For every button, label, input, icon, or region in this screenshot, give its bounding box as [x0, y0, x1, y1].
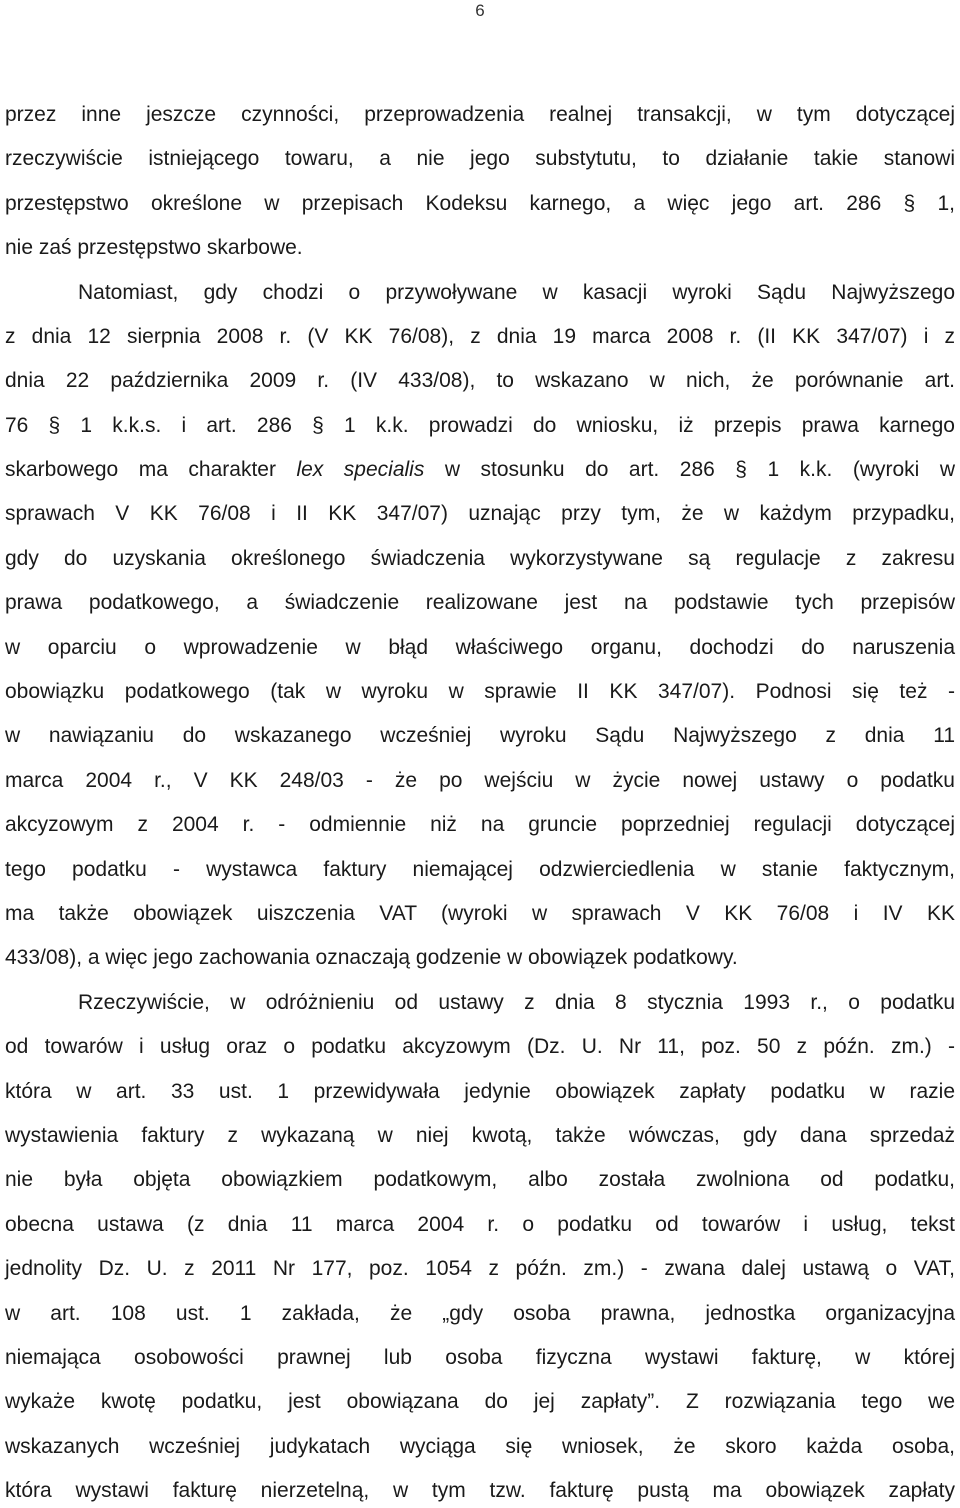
paragraph-start-line: Natomiast, gdy chodzi o przywoływane w kasacji wyroki Sądu Najwyższego [78, 281, 955, 304]
text-line: przez inne jeszcze czynności, przeprowadzenia realnej transakcji, w tym dotyczącej [5, 103, 955, 126]
text-line: obowiązku podatkowego (tak w wyroku w sprawie II KK 347/07). Podnosi się też - [5, 680, 955, 703]
text-line: która w art. 33 ust. 1 przewidywała jedynie obowiązek zapłaty podatku w razie [5, 1080, 955, 1103]
text-line: marca 2004 r., V KK 248/03 - że po wejściu w życie nowej ustawy o podatku [5, 769, 955, 792]
text-line: akcyzowym z 2004 r. - odmiennie niż na gruncie poprzedniej regulacji dotyczącej [5, 813, 955, 836]
text-line: z dnia 12 sierpnia 2008 r. (V KK 76/08), z dnia 19 marca 2008 r. (II KK 347/07) i z [5, 325, 955, 348]
page-number: 6 [475, 1, 485, 20]
text-line: nie zaś przestępstwo skarbowe. [5, 236, 303, 259]
text-line [5, 455, 955, 485]
text-line: która wystawi fakturę nierzetelną, w tym tzw. fakturę pustą ma obowiązek zapłaty [5, 1479, 955, 1502]
text-line: gdy do uzyskania określonego świadczenia wykorzystywane są regulacje z zakresu [5, 547, 955, 570]
text-line: 433/08), a więc jego zachowania oznaczają godzenie w obowiązek podatkowy. [5, 946, 738, 969]
text-line: prawa podatkowego, a świadczenie realizowane jest na podstawie tych przepisów [5, 591, 955, 614]
text-line: nie była objęta obowiązkiem podatkowym, albo została zwolniona od podatku, [5, 1168, 955, 1191]
text-segment: skarbowego ma charakter [5, 458, 297, 481]
text-line: od towarów i usług oraz o podatku akcyzowym (Dz. U. Nr 11, poz. 50 z późn. zm.) - [5, 1035, 955, 1058]
text-line: rzeczywiście istniejącego towaru, a nie jego substytutu, to działanie takie stanowi [5, 147, 955, 170]
text-line: obecna ustawa (z dnia 11 marca 2004 r. o podatku od towarów i usług, tekst [5, 1213, 955, 1236]
text-line: wskazanych wcześniej judykatach wyciąga się wniosek, że skoro każda osoba, [5, 1435, 955, 1458]
text-line: sprawach V KK 76/08 i II KK 347/07) uznając przy tym, że w każdym przypadku, [5, 502, 955, 525]
text-line: dnia 22 października 2009 r. (IV 433/08), to wskazano w nich, że porównanie art. [5, 369, 955, 392]
text-line: wystawienia faktury z wykazaną w niej kwotą, także wówczas, gdy dana sprzedaż [5, 1124, 955, 1147]
text-line: w nawiązaniu do wskazanego wcześniej wyroku Sądu Najwyższego z dnia 11 [5, 724, 955, 747]
text-line: tego podatku - wystawca faktury niemającej odzwierciedlenia w stanie faktycznym, [5, 858, 955, 881]
text-line: 76 § 1 k.k.s. i art. 286 § 1 k.k. prowadzi do wniosku, iż przepis prawa karnego [5, 414, 955, 437]
text-line: w oparciu o wprowadzenie w błąd właściwego organu, dochodzi do naruszenia [5, 636, 955, 659]
italic-term: lex specialis [296, 458, 425, 481]
paragraph-start-line: Rzeczywiście, w odróżnieniu od ustawy z dnia 8 stycznia 1993 r., o podatku [78, 991, 955, 1014]
text-line: w art. 108 ust. 1 zakłada, że „gdy osoba prawna, jednostka organizacyjna [5, 1302, 955, 1325]
text-line: niemająca osobowości prawnej lub osoba fizyczna wystawi fakturę, w której [5, 1346, 955, 1369]
text-line: ma także obowiązek uiszczenia VAT (wyroki w sprawach V KK 76/08 i IV KK [5, 902, 955, 925]
text-line: jednolity Dz. U. z 2011 Nr 177, poz. 1054 z późn. zm.) - zwana dalej ustawą o VAT, [5, 1257, 955, 1280]
text-segment: w stosunku do art. 286 § 1 k.k. (wyroki w [424, 458, 955, 481]
text-line: wykaże kwotę podatku, jest obowiązana do jej zapłaty”. Z rozwiązania tego we [5, 1390, 955, 1413]
text-line: przestępstwo określone w przepisach Kodeksu karnego, a więc jego art. 286 § 1, [5, 192, 955, 215]
